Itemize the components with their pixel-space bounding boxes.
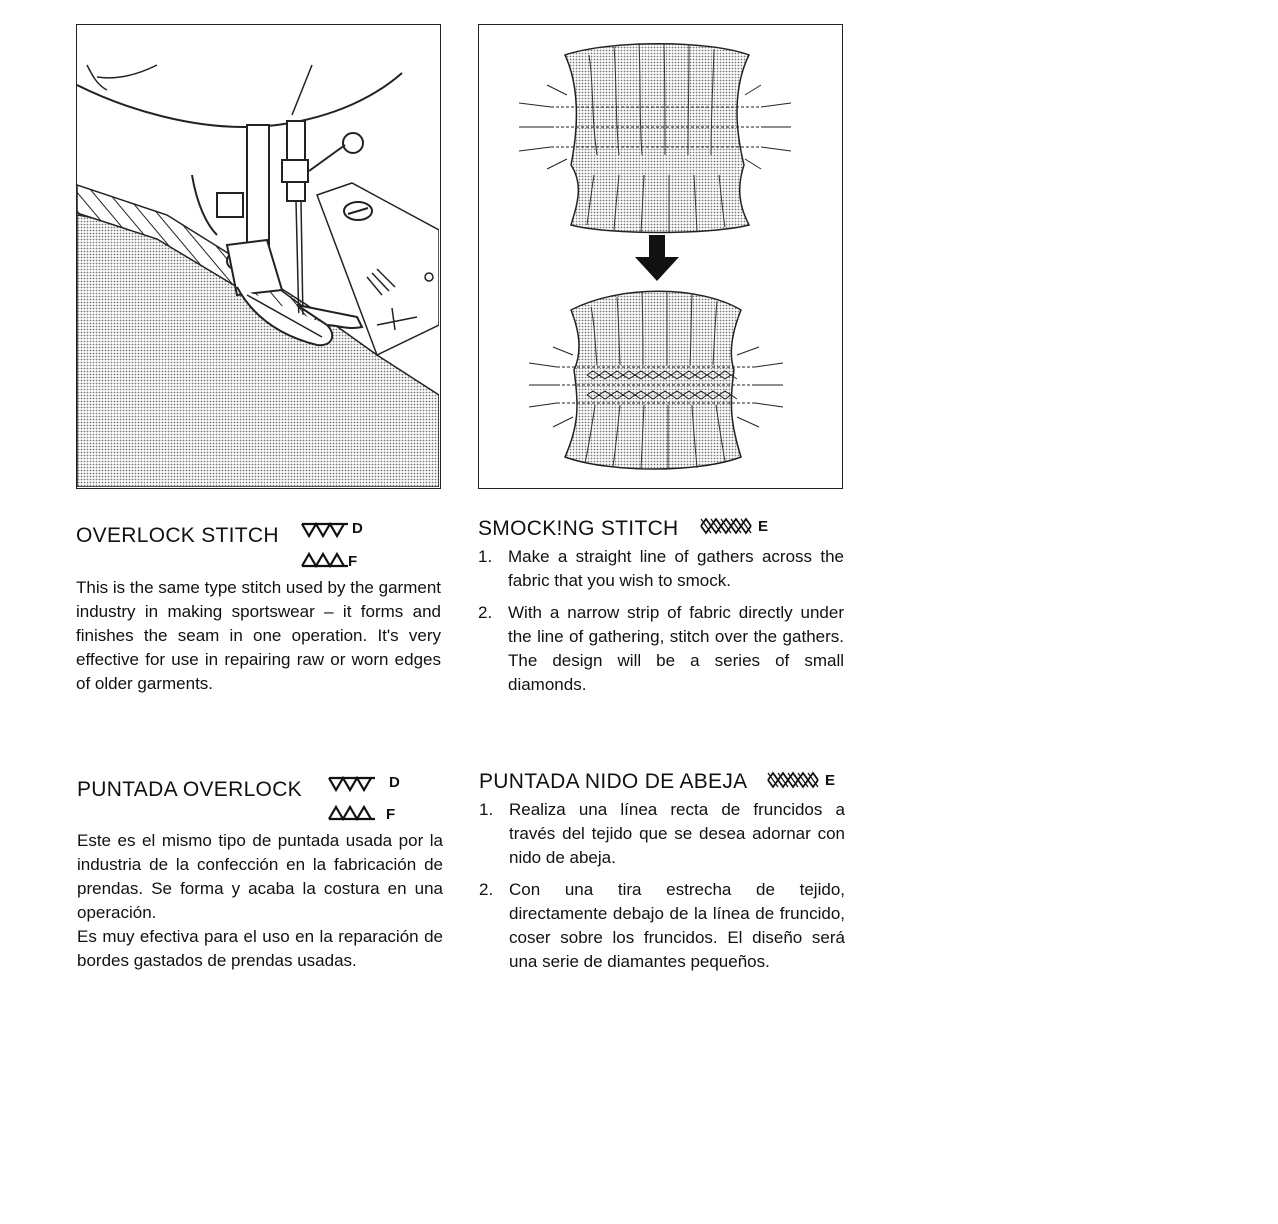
stitch-d-letter: D [352,520,363,537]
stitch-f-symbol-icon [300,552,350,568]
stitch-e-symbol-icon [699,516,757,536]
nido-abeja-step-1 [479,798,845,873]
puntada-overlock-description-2: Es muy efectiva para el uso en la reparación de bordes gastados de prendas usadas. [77,927,443,970]
stitch-f-letter: F [348,553,358,570]
nido-abeja-step-2 [479,878,845,978]
step-text: Con una tira estrecha de tejido, directamente debajo de la línea de fruncido, coser sobre los fruncidos. El diseño será una serie de diamantes pequeños. [509,880,845,971]
step-number: 1. [478,547,493,566]
stitch-f-symbol-icon [327,805,377,821]
step-number: 1. [479,800,494,819]
smocking-step-1 [478,545,844,595]
stitch-d-letter: D [389,774,400,791]
stitch-d-symbol-icon [300,522,350,538]
overlock-stitch-heading: OVERLOCK STITCH [76,524,279,547]
overlock-stitch-description: This is the same type stitch used by the garment industry in making sportswear – it forms and finishes the seam in one operation. It's very effective for use in repairing raw or worn edges of older garments. [76,578,441,693]
step-number: 2. [479,880,494,899]
step-text: With a narrow strip of fabric directly under the line of gathering, stitch over the gathers. The design will be a series of small diamonds. [508,603,844,694]
stitch-f-letter: F [386,806,396,823]
stitch-d-symbol-icon [327,776,377,792]
step-number: 2. [478,603,493,622]
smocking-stitch-heading: SMOCK!NG STITCH [478,517,679,540]
smocking-illustration [478,24,843,489]
puntada-overlock-heading: PUNTADA OVERLOCK [77,778,302,801]
step-text: Make a straight line of gathers across the fabric that you wish to smock. [508,547,844,590]
stitch-e-symbol-icon [766,770,824,790]
stitch-e-letter: E [825,772,836,789]
puntada-nido-de-abeja-heading: PUNTADA NIDO DE ABEJA [479,770,748,793]
stitch-e-letter: E [758,518,769,535]
step-text: Realiza una línea recta de fruncidos a través del tejido que se desea adornar con nido de abeja. [509,800,845,867]
smocking-step-2 [478,601,844,701]
puntada-overlock-description-1: Este es el mismo tipo de puntada usada por la industria de la confección en la fabricación de prendas. Se forma y acaba la costura en una operación. [77,831,443,922]
overlock-illustration [76,24,441,489]
